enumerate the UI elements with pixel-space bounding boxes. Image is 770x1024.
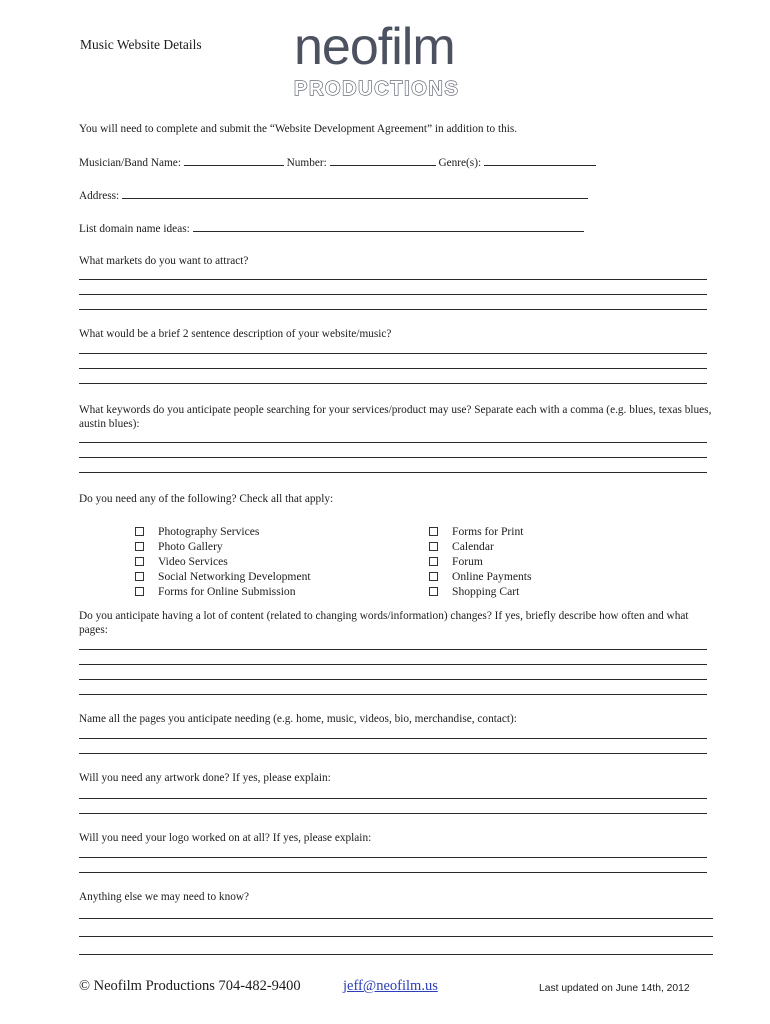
- logo-wordmark: neofilm: [294, 18, 455, 76]
- checkbox[interactable]: [429, 557, 438, 566]
- page-title: Music Website Details: [80, 37, 202, 52]
- answer-line[interactable]: [79, 694, 707, 695]
- checkbox[interactable]: [135, 542, 144, 551]
- checkbox[interactable]: [429, 587, 438, 596]
- answer-line[interactable]: [79, 753, 707, 754]
- checkbox[interactable]: [135, 572, 144, 581]
- checkbox-item[interactable]: Photo Gallery: [135, 539, 311, 554]
- checkbox-item[interactable]: Shopping Cart: [429, 584, 532, 599]
- question-description: What would be a brief 2 sentence description of your website/music?: [79, 328, 392, 340]
- checkbox[interactable]: [429, 572, 438, 581]
- answer-line[interactable]: [79, 954, 713, 955]
- answer-line[interactable]: [79, 649, 707, 650]
- question-content: Do you anticipate having a lot of content (related to changing words/information) changes? If yes, briefly describe how often and what pages:: [79, 610, 689, 636]
- checkbox-item[interactable]: Forms for Online Submission: [135, 584, 311, 599]
- answer-line[interactable]: [79, 309, 707, 310]
- answer-line[interactable]: [79, 857, 707, 858]
- question-logo: Will you need your logo worked on at all? If yes, please explain:: [79, 832, 372, 844]
- intro-text: You will need to complete and submit the “Website Development Agreement” in addition to this.: [79, 123, 518, 135]
- answer-line[interactable]: [79, 936, 713, 937]
- checkbox-item[interactable]: Forum: [429, 554, 532, 569]
- neofilm-logo: [292, 18, 482, 104]
- answer-line[interactable]: [79, 353, 707, 354]
- checkbox-item[interactable]: Forms for Print: [429, 524, 532, 539]
- band-name-field[interactable]: [184, 155, 284, 166]
- answer-line[interactable]: [79, 279, 707, 280]
- question-markets: What markets do you want to attract?: [79, 255, 249, 267]
- checkbox[interactable]: [429, 527, 438, 536]
- footer-company: © Neofilm Productions 704-482-9400: [79, 978, 301, 994]
- genre-label: Genre(s):: [438, 157, 482, 169]
- answer-line[interactable]: [79, 383, 707, 384]
- address-label: Address:: [79, 190, 120, 202]
- domain-field[interactable]: [193, 221, 584, 232]
- answer-line[interactable]: [79, 679, 707, 680]
- checkbox-item[interactable]: Online Payments: [429, 569, 532, 584]
- answer-line[interactable]: [79, 798, 707, 799]
- question-keywords: What keywords do you anticipate people searching for your services/product may use? Separate each with a comma (e.g. blues, texas blues, austin blues):: [79, 404, 712, 430]
- services-left-list: [135, 524, 311, 599]
- answer-line[interactable]: [79, 738, 707, 739]
- answer-line[interactable]: [79, 457, 707, 458]
- checkbox[interactable]: [135, 557, 144, 566]
- question-artwork: Will you need any artwork done? If yes, please explain:: [79, 772, 331, 784]
- checkbox[interactable]: [135, 527, 144, 536]
- footer-email-link[interactable]: jeff@neofilm.us: [343, 978, 438, 994]
- logo-subtitle: PRODUCTIONS: [294, 78, 460, 100]
- band-name-row: [79, 155, 596, 170]
- checkbox[interactable]: [135, 587, 144, 596]
- services-right-list: [429, 524, 532, 599]
- answer-line[interactable]: [79, 442, 707, 443]
- domain-row: [79, 221, 584, 236]
- checkbox-item[interactable]: Calendar: [429, 539, 532, 554]
- answer-line[interactable]: [79, 918, 713, 919]
- address-row: [79, 188, 588, 203]
- checkbox-item[interactable]: Photography Services: [135, 524, 311, 539]
- domain-label: List domain name ideas:: [79, 223, 190, 235]
- question-needs: Do you need any of the following? Check all that apply:: [79, 493, 334, 505]
- answer-line[interactable]: [79, 472, 707, 473]
- checkbox-item[interactable]: Video Services: [135, 554, 311, 569]
- address-field[interactable]: [122, 188, 588, 199]
- checkbox[interactable]: [429, 542, 438, 551]
- genre-field[interactable]: [484, 155, 596, 166]
- answer-line[interactable]: [79, 813, 707, 814]
- answer-line[interactable]: [79, 294, 707, 295]
- answer-line[interactable]: [79, 664, 707, 665]
- number-label: Number:: [286, 157, 327, 169]
- answer-line[interactable]: [79, 368, 707, 369]
- answer-line[interactable]: [79, 872, 707, 873]
- footer-updated: Last updated on June 14th, 2012: [539, 983, 690, 994]
- number-field[interactable]: [330, 155, 436, 166]
- checkbox-item[interactable]: Social Networking Development: [135, 569, 311, 584]
- question-pages: Name all the pages you anticipate needing (e.g. home, music, videos, bio, merchandise, contact):: [79, 713, 517, 725]
- question-else: Anything else we may need to know?: [79, 891, 250, 903]
- band-name-label: Musician/Band Name:: [79, 157, 181, 169]
